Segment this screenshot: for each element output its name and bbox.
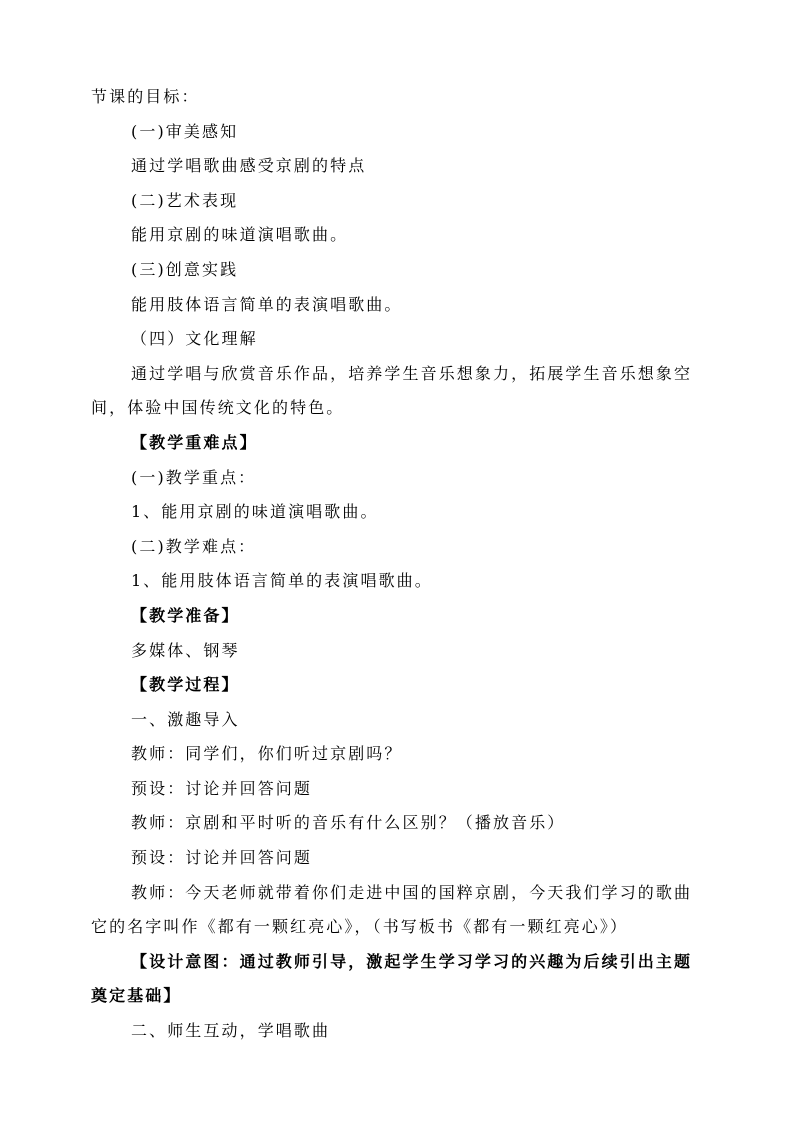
body-line-continuation: 节课的目标：	[91, 87, 200, 106]
objective-title-aesthetic: (一)审美感知	[131, 121, 239, 141]
step-title-intro: 一、激趣导入	[131, 709, 240, 729]
section-heading-key-points: 【教学重难点】	[131, 432, 258, 452]
design-intent-note-cont: 奠定基础】	[91, 986, 182, 1006]
teacher-line: 教师：今天老师就带着你们走进中国的国粹京剧，今天我们学习的歌曲	[131, 882, 693, 902]
subsection-title-key-point: (一)教学重点：	[131, 467, 257, 487]
preparation-text: 多媒体、钢琴	[131, 640, 240, 660]
teacher-line: 教师：京剧和平时听的音乐有什么区别？（播放音乐）	[131, 813, 566, 833]
section-heading-preparation: 【教学准备】	[131, 605, 240, 625]
teacher-line: 教师：同学们，你们听过京剧吗？	[131, 744, 403, 764]
preset-line: 预设：讨论并回答问题	[131, 778, 313, 798]
preset-line: 预设：讨论并回答问题	[131, 848, 313, 868]
objective-title-practice: (三)创意实践	[131, 259, 239, 279]
difficulty-item: 1、能用肢体语言简单的表演唱歌曲。	[131, 571, 433, 591]
objective-title-expression: (二)艺术表现	[131, 190, 239, 210]
objective-text-aesthetic: 通过学唱歌曲感受京剧的特点	[131, 156, 367, 176]
objective-text-culture-cont: 间，体验中国传统文化的特色。	[91, 398, 345, 418]
objective-title-culture: （四）文化理解	[131, 329, 258, 349]
objective-text-culture: 通过学唱与欣赏音乐作品，培养学生音乐想象力，拓展学生音乐想象空	[131, 363, 693, 383]
key-point-item: 1、能用京剧的味道演唱歌曲。	[131, 502, 379, 522]
objective-text-practice: 能用肢体语言简单的表演唱歌曲。	[131, 294, 403, 314]
design-intent-note: 【设计意图：通过教师引导，激起学生学习学习的兴趣为后续引出主题	[131, 951, 693, 971]
subsection-title-difficulty: (二)教学难点：	[131, 536, 257, 556]
step-title-interaction: 二、师生互动，学唱歌曲	[131, 1021, 331, 1041]
section-heading-process: 【教学过程】	[131, 675, 240, 695]
teacher-line-cont: 它的名字叫作《都有一颗红亮心》，（书写板书《都有一颗红亮心》）	[91, 917, 629, 937]
objective-text-expression: 能用京剧的味道演唱歌曲。	[131, 225, 349, 245]
